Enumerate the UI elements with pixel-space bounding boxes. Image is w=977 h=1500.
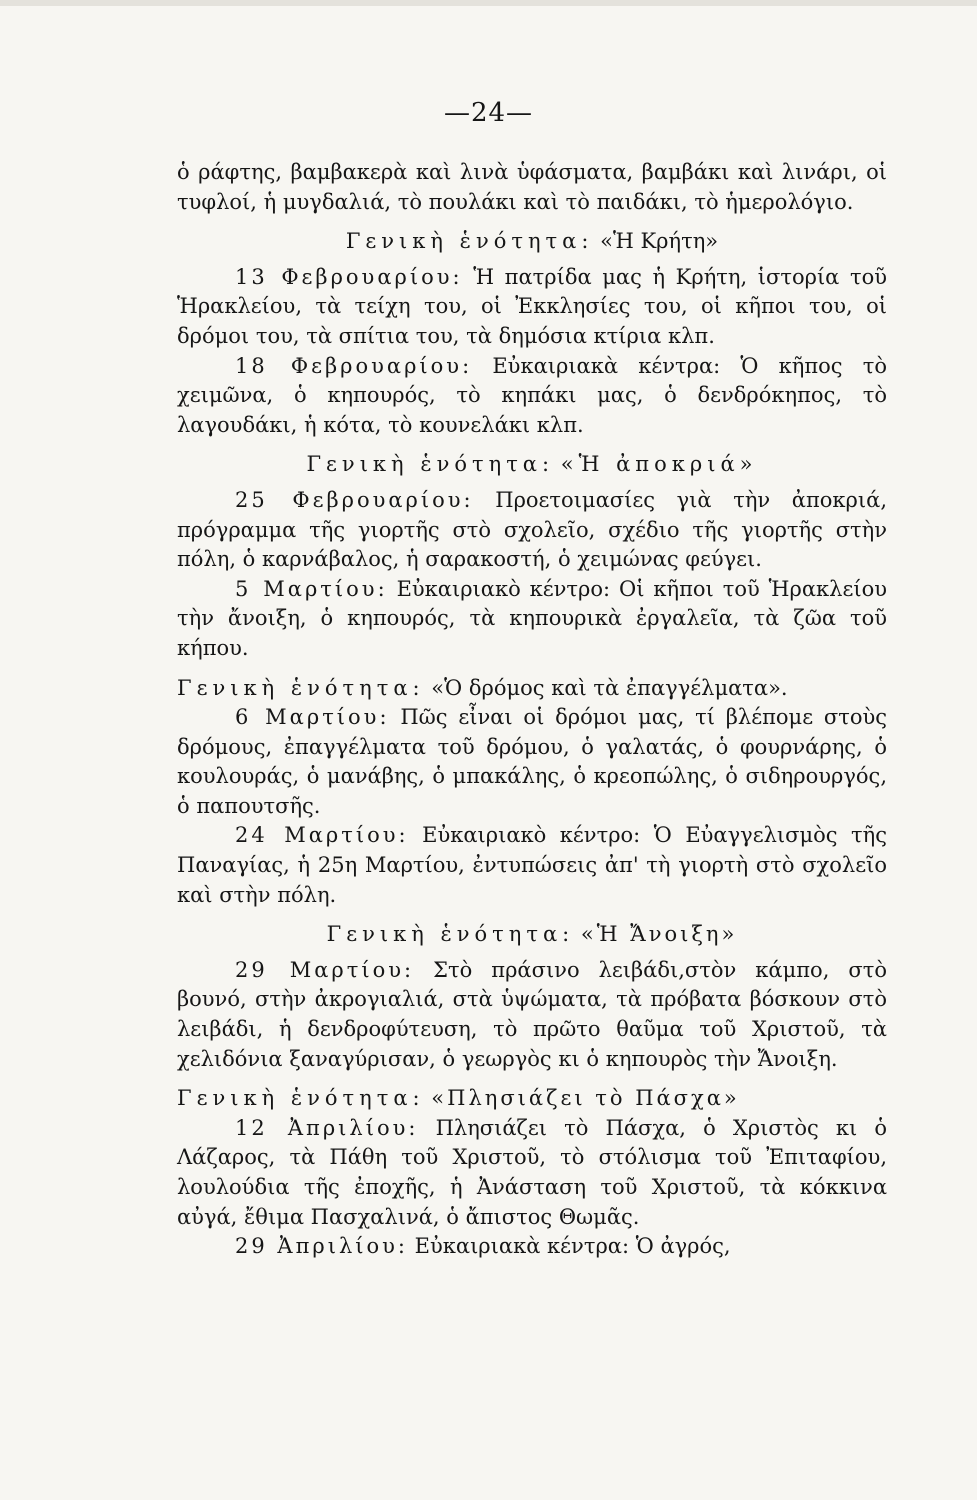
scan-edge [0, 0, 977, 6]
heading-title: «Ὁ δρόμος καὶ τὰ ἐπαγγέλματα». [431, 675, 788, 700]
entry-feb-25 [177, 486, 887, 575]
entry-date: 13 Φεβρουαρίου: [235, 264, 463, 289]
entry-text: Πλησιάζει τὸ Πάσχα, ὁ Χριστὸς κι ὁ Λάζαρος, τὰ Πάθη τοῦ Χριστοῦ, τὸ στόλισμα τοῦ Ἐπιταφίου, λουλούδια τῆς ἐποχῆς, ἡ Ἀνάσταση τοῦ Χριστοῦ, τὰ κόκκινα αὐγά, ἔθιμα Πασχαλινά, ὁ ἄπιστος Θωμᾶς. [177, 1115, 887, 1229]
entry-text: Ἡ πατρίδα μας ἡ Κρήτη, ἱστορία τοῦ Ἡρακλείου, τὰ τείχη του, οἱ Ἐκκλησίες του, οἱ κῆποι του, οἱ δρόμοι του, τὰ σπίτια του, τὰ δημόσια κτίρια κλπ. [177, 264, 887, 348]
entry-apr-29 [177, 1232, 887, 1262]
entry-text: Εὐκαιριακὰ κέντρα: Ὁ ἀγρός, [414, 1234, 731, 1259]
section-heading-carnival [177, 450, 887, 480]
entry-text: Στὸ πράσινο λειβάδι,στὸν κάμπο, στὸ βουνό, στὴν ἀκρογιαλιά, στὰ ὑψώματα, τὰ πρόβατα βόσκουν στὸ λειβάδι, ἡ δενδροφύτευση, τὸ πρῶτο θαῦμα τοῦ Χριστοῦ, τὰ χελιδόνια ξαναγύρισαν, ὁ γεωργὸς κι ὁ κηπουρὸς τὴν Ἄνοιξη. [177, 957, 887, 1071]
page-body [177, 158, 887, 1262]
entry-text: Εὐκαιριακὸ κέντρο: Οἱ κῆποι τοῦ Ἡρακλείου τὴν ἄνοιξη, ὁ κηπουρός, τὰ κηπουρικὰ ἐργαλεῖα, τὰ ζῶα τοῦ κήπου. [177, 576, 887, 660]
page-number: —24— [443, 98, 534, 128]
paragraph-intro: ὁ ράφτης, βαμβακερὰ καὶ λινὰ ὑφάσματα, βαμβάκι καὶ λινάρι, οἱ τυφλοί, ἡ μυγδαλιά, τὸ πουλάκι καὶ τὸ παιδάκι, τὸ ἡμερολόγιο. [177, 160, 887, 214]
heading-label: Γενικὴ ἑνότητα: [177, 1086, 425, 1111]
section-heading-easter [177, 1084, 887, 1114]
entry-mar-5 [177, 575, 887, 664]
heading-title: «Πλησιάζει τὸ Πάσχα» [431, 1086, 740, 1111]
entry-date: 24 Μαρτίου: [235, 823, 409, 848]
entry-text: Εὐκαιριακὸ κέντρο: Ὁ Εὐαγγελισμὸς τῆς Παναγίας, ἡ 25η Μαρτίου, ἐντυπώσεις ἀπ' τὴ γιορτὴ στὸ σχολεῖο καὶ στὴν πόλη. [177, 823, 887, 907]
entry-apr-12 [177, 1114, 887, 1232]
heading-title: «Ἡ Κρήτη» [600, 229, 719, 254]
entry-date: 29 Ἀπριλίου: [235, 1234, 408, 1259]
heading-label: Γενικὴ ἑνότητα: [326, 922, 575, 947]
entry-mar-29 [177, 956, 887, 1074]
heading-title: «Ἡ ἀποκριά» [560, 452, 758, 477]
entry-text: Πῶς εἶναι οἱ δρόμοι μας, τί βλέπομε στοὺς δρόμους, ἐπαγγέλματα τοῦ δρόμου, ὁ γαλατάς, ὁ φουρνάρης, ὁ κουλουράς, ὁ μανάβης, ὁ μπακάλης, ὁ κρεοπώλης, ὁ σιδηρουργός, ὁ παπουτσῆς. [177, 705, 888, 818]
section-heading-crete [177, 227, 887, 257]
heading-label: Γενικὴ ἑνότητα: [177, 675, 425, 700]
entry-text: Προετοιμασίες γιὰ τὴν ἀποκριά, πρόγραμμα τῆς γιορτῆς στὸ σχολεῖο, σχέδιο τῆς γιορτῆς στὴν πόλη, ὁ καρνάβαλος, ἡ σαρακοστή, ὁ χειμώνας φεύγει. [177, 487, 887, 572]
heading-label: Γενικὴ ἑνότητα: [306, 452, 555, 477]
entry-date: 5 Μαρτίου: [235, 576, 388, 601]
entry-date: 18 Φεβρουαρίου: [235, 353, 473, 378]
entry-text: Εὐκαιριακὰ κέντρα: Ὁ κῆπος τὸ χειμῶνα, ὁ κηπουρός, τὸ κηπάκι μας, ὁ δενδρόκηπος, τὸ λαγουδάκι, ἡ κότα, τὸ κουνελάκι κλπ. [177, 353, 887, 437]
entry-feb-18 [177, 352, 887, 441]
section-heading-spring [177, 920, 887, 950]
entry-mar-24 [177, 821, 887, 910]
entry-date: 6 Μαρτίου: [235, 705, 390, 730]
entry-feb-13 [177, 263, 887, 352]
entry-date: 29 Μαρτίου: [235, 957, 415, 982]
entry-date: 25 Φεβρουαρίου: [235, 487, 474, 512]
heading-label: Γενικὴ ἑνότητα: [345, 229, 594, 254]
entry-date: 12 Ἀπριλίου: [235, 1115, 419, 1140]
entry-mar-6 [177, 703, 887, 821]
heading-title: «Ἡ Ἄνοιξη» [580, 922, 738, 947]
section-heading-street [177, 674, 887, 704]
